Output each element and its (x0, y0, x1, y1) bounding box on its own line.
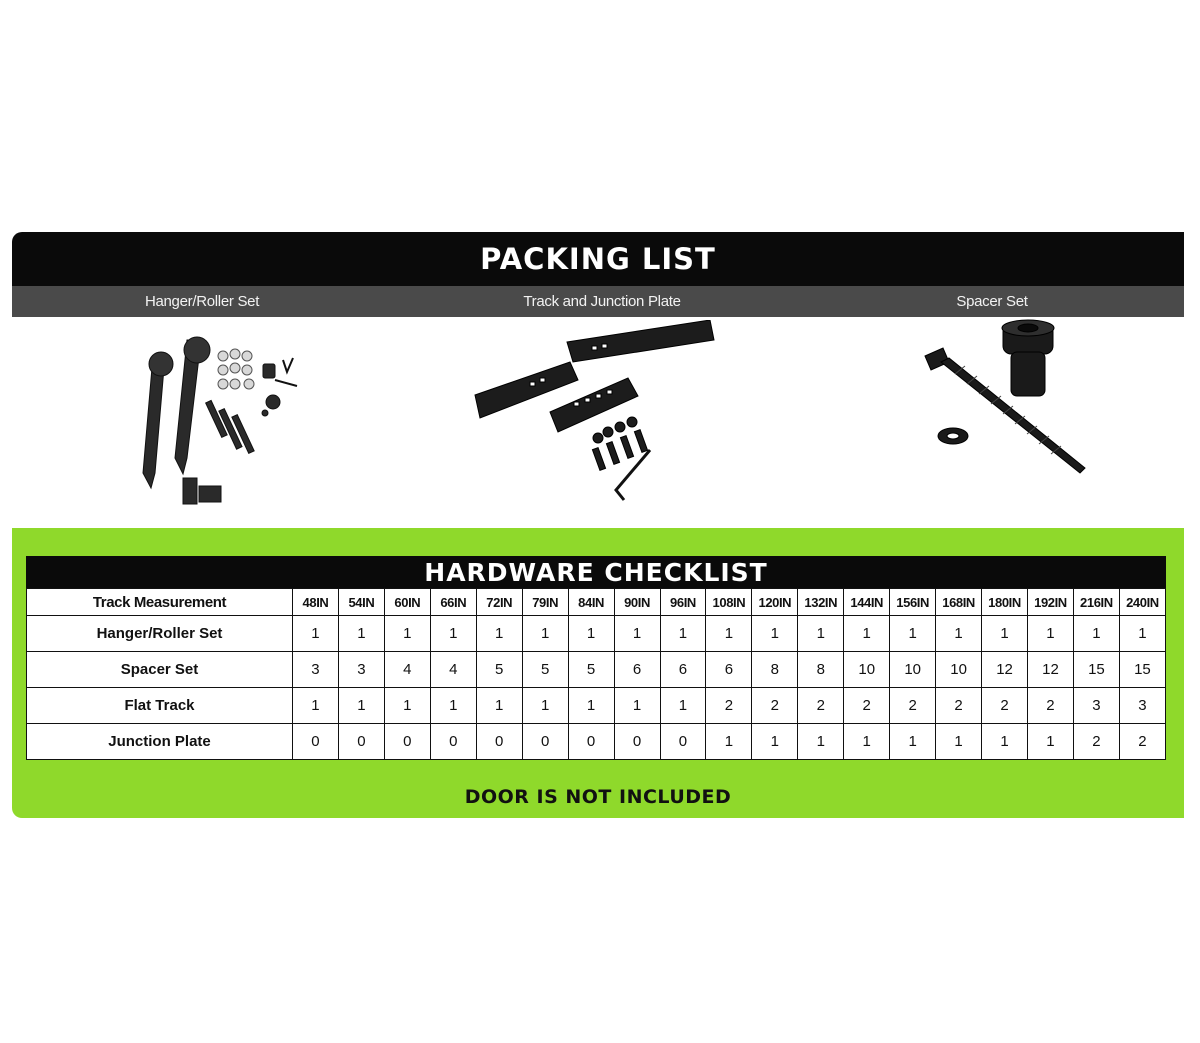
track-junction-plate-image (470, 320, 715, 528)
packing-list-header (12, 232, 1184, 286)
column-header: 48IN (293, 589, 339, 616)
table-cell: 3 (338, 652, 384, 688)
table-cell: 0 (338, 724, 384, 760)
table-cell: 1 (1028, 724, 1074, 760)
column-header: 108IN (706, 589, 752, 616)
table-row (27, 616, 1166, 652)
column-header: 156IN (890, 589, 936, 616)
table-cell: 1 (568, 688, 614, 724)
table-cell: 1 (844, 724, 890, 760)
table-cell: 5 (522, 652, 568, 688)
table-cell: 1 (384, 616, 430, 652)
column-header: 120IN (752, 589, 798, 616)
track-measurement-header: Track Measurement (27, 589, 293, 616)
table-cell: 1 (338, 616, 384, 652)
spacer-set-image (915, 318, 1095, 478)
table-cell: 8 (752, 652, 798, 688)
column-header: 79IN (522, 589, 568, 616)
table-cell: 6 (706, 652, 752, 688)
table-cell: 6 (614, 652, 660, 688)
column-header: 54IN (338, 589, 384, 616)
table-cell: 8 (798, 652, 844, 688)
table-cell: 1 (430, 688, 476, 724)
table-cell: 1 (982, 724, 1028, 760)
table-cell: 0 (293, 724, 339, 760)
table-cell: 12 (1028, 652, 1074, 688)
table-cell: 0 (430, 724, 476, 760)
column-header: 192IN (1028, 589, 1074, 616)
table-cell: 1 (384, 688, 430, 724)
table-cell: 15 (1073, 652, 1119, 688)
hardware-checklist-header (26, 556, 1166, 588)
column-header: 132IN (798, 589, 844, 616)
table-cell: 1 (476, 688, 522, 724)
table-cell: 1 (568, 616, 614, 652)
table-cell: 10 (936, 652, 982, 688)
column-header: 84IN (568, 589, 614, 616)
spacer-set-label: Spacer Set (956, 293, 1028, 310)
table-cell: 3 (1073, 688, 1119, 724)
table-cell: 1 (614, 616, 660, 652)
table-cell: 10 (844, 652, 890, 688)
table-cell: 1 (1119, 616, 1165, 652)
table-cell: 2 (706, 688, 752, 724)
table-cell: 1 (1028, 616, 1074, 652)
column-header: 168IN (936, 589, 982, 616)
table-cell: 1 (338, 688, 384, 724)
table-cell: 0 (476, 724, 522, 760)
table-cell: 1 (798, 616, 844, 652)
row-label: Junction Plate (27, 724, 293, 760)
table-cell: 2 (798, 688, 844, 724)
packing-list-subheader (12, 286, 1184, 317)
table-cell: 1 (476, 616, 522, 652)
hanger-roller-set-image (125, 328, 310, 518)
column-header: 144IN (844, 589, 890, 616)
door-not-included-note: DOOR IS NOT INCLUDED (464, 786, 732, 808)
row-label: Hanger/Roller Set (27, 616, 293, 652)
column-header: 180IN (982, 589, 1028, 616)
hardware-checklist-table (26, 588, 1166, 760)
table-cell: 3 (1119, 688, 1165, 724)
table-cell: 15 (1119, 652, 1165, 688)
table-cell: 1 (430, 616, 476, 652)
column-header: 72IN (476, 589, 522, 616)
table-cell: 0 (568, 724, 614, 760)
table-cell: 1 (936, 616, 982, 652)
table-cell: 1 (752, 724, 798, 760)
table-cell: 3 (293, 652, 339, 688)
table-cell: 5 (476, 652, 522, 688)
table-cell: 4 (384, 652, 430, 688)
table-cell: 2 (890, 688, 936, 724)
column-header: 96IN (660, 589, 706, 616)
table-cell: 2 (936, 688, 982, 724)
table-row (27, 688, 1166, 724)
column-header: 60IN (384, 589, 430, 616)
row-label: Spacer Set (27, 652, 293, 688)
hanger-roller-set-label: Hanger/Roller Set (144, 293, 260, 310)
table-cell: 4 (430, 652, 476, 688)
table-cell: 0 (614, 724, 660, 760)
table-cell: 1 (660, 688, 706, 724)
table-cell: 1 (798, 724, 844, 760)
table-cell: 1 (293, 688, 339, 724)
table-cell: 2 (752, 688, 798, 724)
table-cell: 6 (660, 652, 706, 688)
table-cell: 1 (844, 616, 890, 652)
table-cell: 2 (1028, 688, 1074, 724)
table-cell: 1 (706, 616, 752, 652)
table-cell: 5 (568, 652, 614, 688)
track-junction-plate-label: Track and Junction Plate (523, 293, 681, 310)
column-header: 240IN (1119, 589, 1165, 616)
table-cell: 2 (1073, 724, 1119, 760)
column-header: 66IN (430, 589, 476, 616)
table-cell: 1 (660, 616, 706, 652)
packing-list-title: PACKING LIST (480, 242, 716, 276)
table-cell: 1 (936, 724, 982, 760)
table-cell: 1 (890, 616, 936, 652)
table-cell: 0 (384, 724, 430, 760)
table-cell: 1 (982, 616, 1028, 652)
table-cell: 1 (293, 616, 339, 652)
table-cell: 1 (890, 724, 936, 760)
table-cell: 1 (706, 724, 752, 760)
table-cell: 0 (660, 724, 706, 760)
table-cell: 0 (522, 724, 568, 760)
hardware-checklist-title: HARDWARE CHECKLIST (424, 557, 768, 587)
table-cell: 1 (614, 688, 660, 724)
row-label: Flat Track (27, 688, 293, 724)
table-cell: 10 (890, 652, 936, 688)
table-cell: 1 (1073, 616, 1119, 652)
table-cell: 1 (522, 688, 568, 724)
table-cell: 2 (844, 688, 890, 724)
table-row (27, 724, 1166, 760)
table-header-row (27, 589, 1166, 616)
table-cell: 1 (752, 616, 798, 652)
column-header: 216IN (1073, 589, 1119, 616)
table-cell: 2 (1119, 724, 1165, 760)
table-cell: 2 (982, 688, 1028, 724)
table-row (27, 652, 1166, 688)
column-header: 90IN (614, 589, 660, 616)
table-cell: 12 (982, 652, 1028, 688)
table-cell: 1 (522, 616, 568, 652)
